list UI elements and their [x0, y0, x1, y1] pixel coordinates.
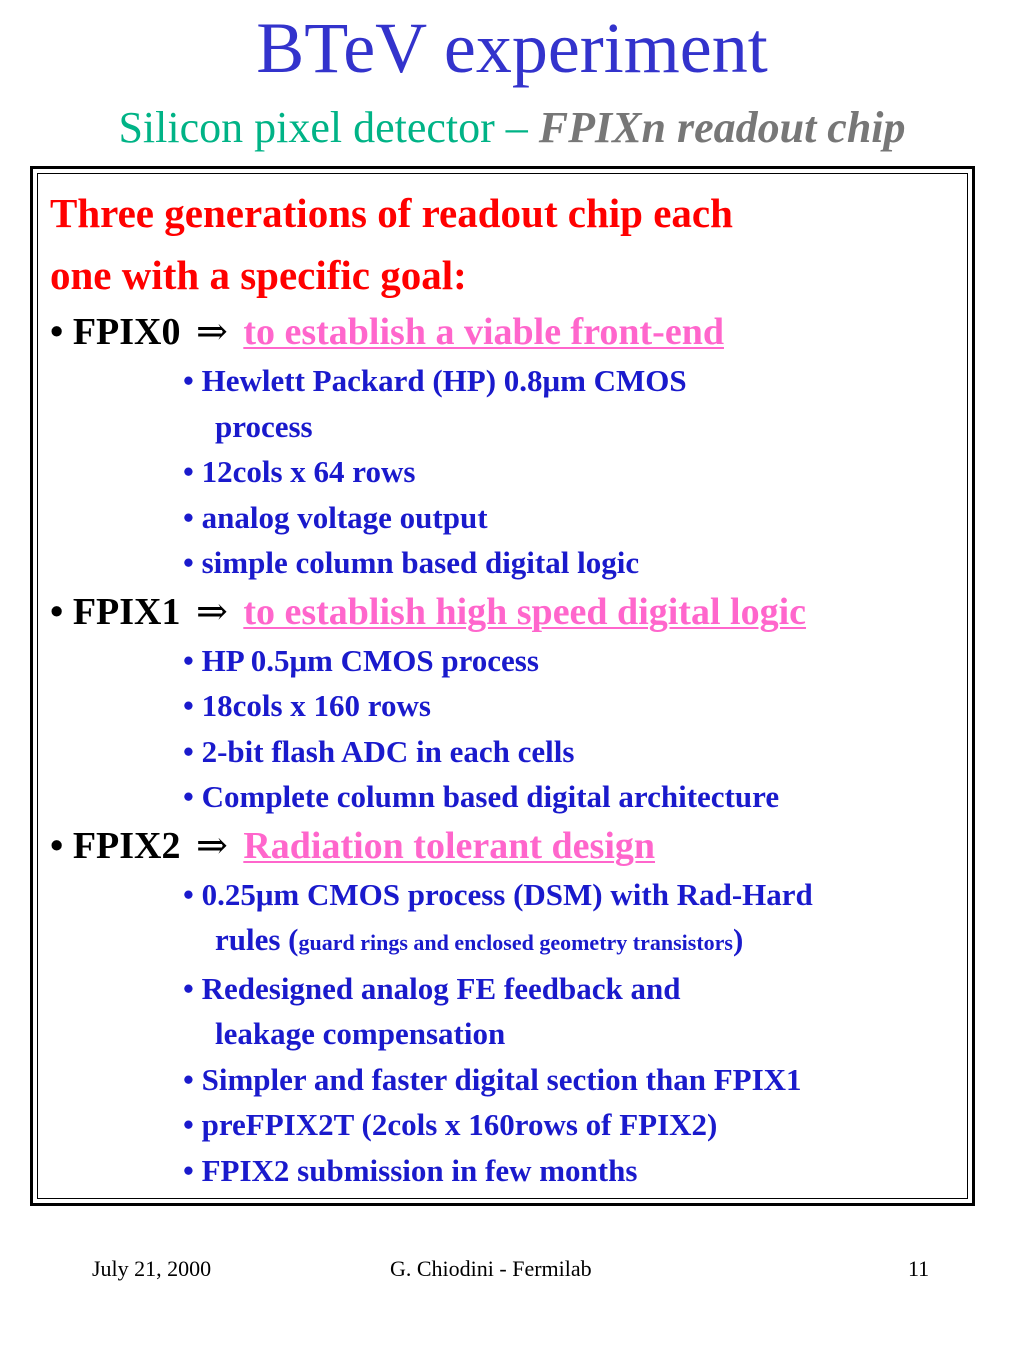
generation-fpix0: [50, 306, 965, 358]
sub-item-text: simple column based digital logic: [201, 545, 640, 580]
sub-item-text: 0.25μm CMOS process (DSM) with Rad-Hard: [201, 876, 813, 912]
subtitle-main: Silicon pixel detector –: [118, 103, 539, 152]
sub-bullet-icon: •: [183, 363, 194, 398]
sub-item: [183, 495, 965, 541]
bullet-icon: •: [50, 311, 64, 353]
intro-line-1: Three generations of readout chip each: [50, 190, 733, 236]
sub-item-continuation: leakage compensation: [215, 1016, 506, 1051]
footer-page-number: 11: [908, 1256, 930, 1281]
sub-bullet-icon: •: [183, 454, 194, 489]
sub-item: [183, 638, 965, 684]
sub-item-continuation: [183, 917, 965, 966]
sub-item-text: FPIX2 submission in few months: [201, 1152, 638, 1188]
sub-item-text: Complete column based digital architecture: [201, 779, 780, 814]
bullet-icon: •: [50, 824, 64, 867]
sub-item-text: 18cols x 160 rows: [201, 688, 431, 723]
sub-item: [183, 729, 965, 775]
generation-goal: Radiation tolerant design: [243, 824, 656, 867]
sub-item: [183, 540, 965, 586]
sub-bullet-icon: •: [183, 1061, 194, 1097]
sub-item-text: Simpler and faster digital section than FPIX1: [201, 1061, 802, 1097]
sub-item-text: 12cols x 64 rows: [201, 454, 416, 489]
footer-date: July 21, 2000: [92, 1256, 212, 1281]
sub-bullet-icon: •: [183, 545, 194, 580]
generation-goal: to establish a viable front-end: [243, 311, 724, 353]
continuation-end: ): [733, 922, 744, 957]
generation-name: FPIX0: [72, 311, 181, 353]
intro-text: [50, 182, 965, 306]
sub-bullet-icon: •: [183, 876, 194, 912]
sub-item: [183, 1102, 965, 1148]
sub-bullet-icon: •: [183, 1152, 194, 1188]
slide-subtitle: [0, 100, 1024, 156]
subtitle-emphasis: FPIXn readout chip: [538, 103, 906, 152]
generation-name: FPIX1: [72, 590, 181, 633]
sub-bullet-icon: •: [183, 970, 194, 1006]
sub-item: [183, 1057, 965, 1103]
implies-arrow-icon: ⇒: [195, 824, 228, 867]
sub-bullet-icon: •: [183, 642, 194, 678]
sub-bullet-icon: •: [183, 688, 194, 723]
sub-item-text: HP 0.5μm CMOS process: [201, 642, 539, 678]
sub-item: [183, 966, 965, 1057]
slide-title: BTeV experiment: [256, 8, 768, 88]
intro-line-2: one with a specific goal:: [50, 252, 467, 298]
sub-bullet-icon: •: [183, 499, 194, 535]
implies-arrow-icon: ⇒: [195, 590, 228, 633]
generation-goal: to establish high speed digital logic: [243, 590, 807, 633]
sub-bullet-icon: •: [183, 733, 194, 769]
sub-item: [183, 449, 965, 495]
bullet-icon: •: [50, 590, 64, 633]
sub-item-continuation: process: [215, 408, 313, 444]
slide-content: [50, 182, 965, 1193]
implies-arrow-icon: ⇒: [195, 311, 228, 353]
generation-name: FPIX2: [72, 824, 181, 867]
sub-item: [183, 872, 965, 966]
sub-item-text: Redesigned analog FE feedback and: [201, 970, 681, 1006]
sub-item: [183, 774, 965, 820]
sub-item-text: 2-bit flash ADC in each cells: [201, 733, 575, 769]
sub-item: [183, 683, 965, 729]
sub-item: [183, 1148, 965, 1194]
continuation-text: rules (: [215, 922, 299, 957]
sub-bullet-icon: •: [183, 779, 194, 814]
generation-fpix2: [50, 820, 965, 872]
sub-item-text: Hewlett Packard (HP) 0.8μm CMOS: [201, 363, 687, 398]
sub-item-text: preFPIX2T (2cols x 160rows of FPIX2): [201, 1107, 718, 1142]
sub-item: [183, 358, 965, 449]
footer-author: G. Chiodini - Fermilab: [390, 1256, 592, 1281]
continuation-note: guard rings and enclosed geometry transistors: [298, 930, 733, 955]
sub-bullet-icon: •: [183, 1107, 194, 1142]
generation-fpix1: [50, 586, 965, 638]
sub-item-text: analog voltage output: [201, 499, 488, 535]
